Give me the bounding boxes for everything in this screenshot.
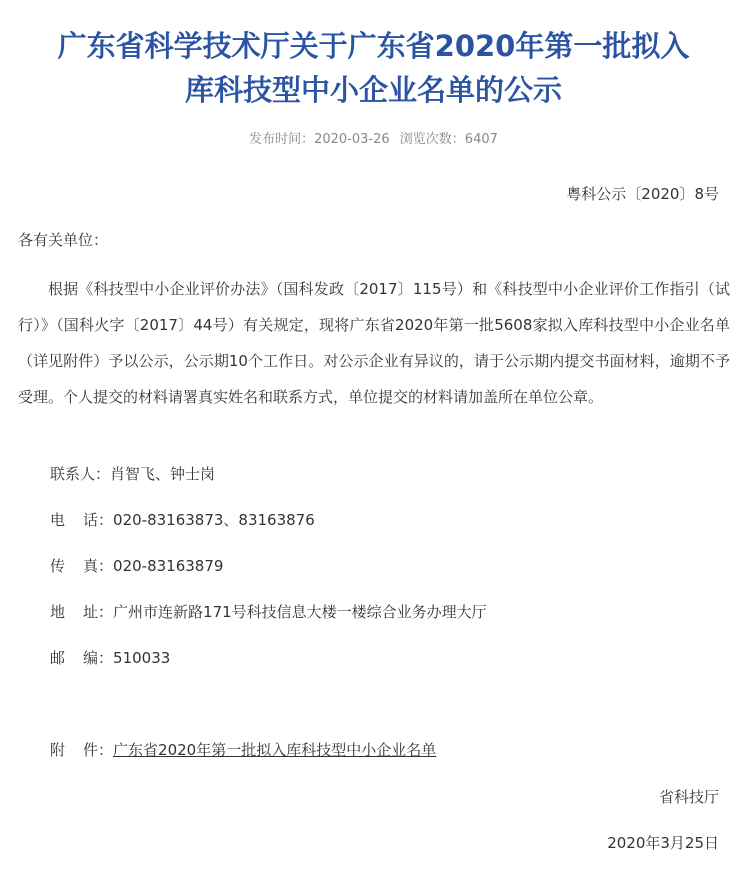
fax-label-char: 传 (50, 557, 66, 575)
attachment-row (50, 741, 436, 759)
postcode-label-char2: 编： (83, 649, 114, 667)
address-row (50, 603, 487, 621)
address-label-char: 地 (50, 603, 66, 621)
phone-row (50, 511, 315, 529)
fax-row (50, 557, 223, 575)
body-paragraph: 根据《科技型中小企业评价办法》（国科发政〔2017〕115号）和《科技型中小企业评价工作指引（试行）》（国科火字〔2017〕44号）有关规定，现将广东省2020年第一批5608家拟入库科技型中小企业名单（详见附件）予以公示，公示期10个工作日。对公示企业有异议的，请于公示期内提交书面材料，逾期不予受理。个人提交的材料请署真实姓名和联系方式，单位提交的材料请加盖所在单位公章。 (18, 280, 730, 406)
phone-value: 020-83163873、83163876 (113, 511, 315, 529)
issuer-signature: 省科技厅 (658, 788, 719, 806)
contact-person-value: 肖智飞、钟士岗 (110, 465, 216, 483)
postcode-label-char: 邮 (50, 649, 66, 667)
page-title (20, 24, 727, 112)
attachment-label-char2: 件： (83, 741, 114, 759)
address-label-char2: 址： (83, 603, 114, 621)
attachment-label-char: 附 (50, 741, 66, 759)
salutation: 各有关单位： (18, 231, 109, 249)
attachment-link[interactable]: 广东省2020年第一批拟入库科技型中小企业名单 (113, 741, 437, 759)
issue-date: 2020年3月25日 (607, 834, 719, 852)
phone-label-char2: 话： (83, 511, 114, 529)
contact-person-row (50, 465, 215, 483)
publish-date: 发布时间：2020-03-26 (249, 132, 390, 147)
title-line-2: 库科技型中小企业名单的公示 (184, 73, 562, 107)
fax-value: 020-83163879 (113, 557, 224, 575)
document-number: 粤科公示〔2020〕8号 (566, 185, 719, 203)
contact-person-label: 联系人： (50, 465, 111, 483)
article-meta (0, 131, 747, 149)
postcode-row (50, 649, 170, 667)
postcode-value: 510033 (113, 649, 171, 667)
address-value: 广州市连新路171号科技信息大楼一楼综合业务办理大厅 (113, 603, 487, 621)
title-line-1: 广东省科学技术厅关于广东省2020年第一批拟入 (57, 29, 690, 63)
view-count: 浏览次数：6407 (399, 132, 498, 147)
phone-label-char: 电 (50, 511, 66, 529)
fax-label-char2: 真： (83, 557, 114, 575)
